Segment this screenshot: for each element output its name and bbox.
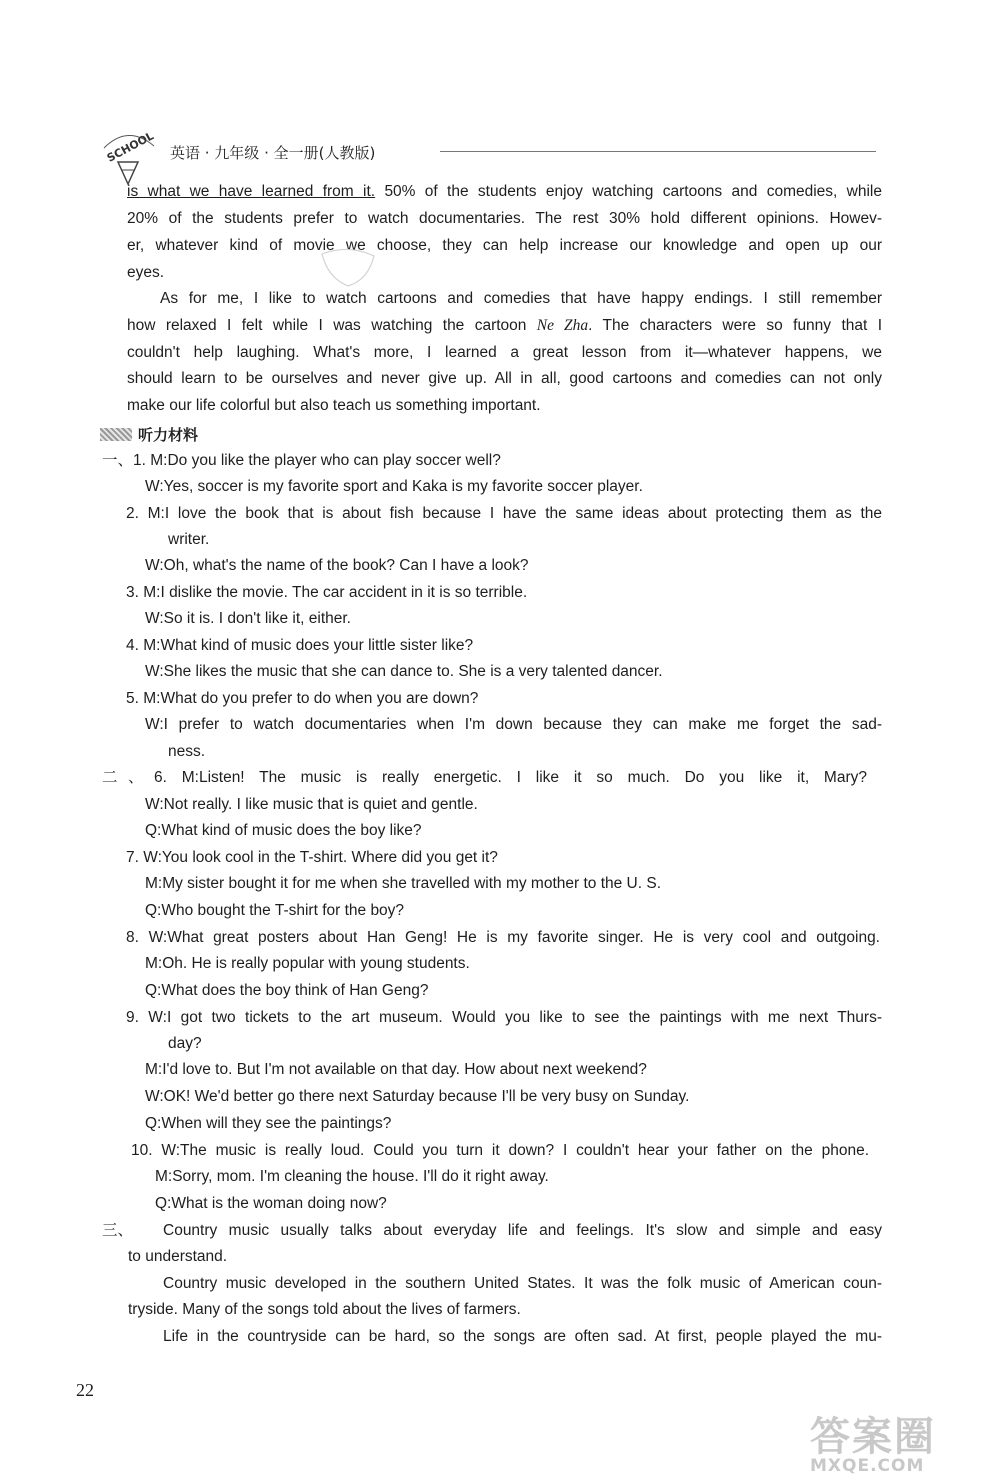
transcript-line: W:OK! We'd better go there next Saturday because I'll be very busy on Sunday. (145, 1088, 690, 1105)
header-rule (440, 151, 876, 152)
transcript-line: 5. M:What do you prefer to do when you are down? (126, 690, 479, 707)
watermark (810, 1405, 985, 1476)
section-marker-icon (100, 428, 132, 441)
section-heading-text: 听力材料 (138, 426, 199, 444)
transcript-line: W:She likes the music that she can dance to. She is a very talented dancer. (145, 663, 663, 680)
essay-text: . The characters were so funny that I (588, 317, 882, 334)
transcript-line: 7. W:You look cool in the T-shirt. Where did you get it? (126, 849, 498, 866)
transcript-line: Country music developed in the southern United States. It was the folk music of American coun- (163, 1275, 882, 1292)
transcript-line: 4. M:What kind of music does your little sister like? (126, 637, 474, 654)
transcript-line: 10. W:The music is really loud. Could you turn it down? I couldn't hear your father on the phone. (131, 1142, 869, 1159)
transcript-line: Q:What is the woman doing now? (155, 1195, 387, 1212)
transcript-line: Life in the countryside can be hard, so the songs are often sad. At first, people played the mu- (163, 1328, 882, 1345)
transcript-line: 8. W:What great posters about Han Geng! He is my favorite singer. He is very cool and outgoing. (126, 929, 880, 946)
watermark-main-text: 答案圈 (810, 1414, 936, 1460)
transcript-line: 一、1. M:Do you like the player who can play soccer well? (102, 452, 501, 469)
transcript-line: day? (168, 1035, 202, 1052)
transcript-line: M:Oh. He is really popular with young students. (145, 955, 470, 972)
transcript-line: to understand. (128, 1248, 228, 1265)
transcript-line: writer. (168, 531, 210, 548)
transcript-line: ness. (168, 743, 206, 760)
transcript-line: Q:When will they see the paintings? (145, 1115, 392, 1132)
essay-text: how relaxed I felt while I was watching the cartoon (127, 317, 537, 334)
transcript-line: 9. W:I got two tickets to the art museum. Would you like to see the paintings with me next Thurs- (126, 1009, 882, 1026)
watermark-url: MXQE.COM (810, 1456, 925, 1476)
essay-line: er, whatever kind of movie we choose, they can help increase our knowledge and open up our (127, 237, 882, 254)
underlined-phrase: is what we have learned from it. (127, 183, 376, 200)
transcript-line: W:I prefer to watch documentaries when I'm down because they can make me forget the sad- (145, 716, 882, 733)
transcript-line: tryside. Many of the songs told about the lives of farmers. (128, 1301, 521, 1318)
section-heading (100, 424, 198, 445)
essay-line: make our life colorful but also teach us something important. (127, 397, 541, 414)
essay-line: 20% of the students prefer to watch documentaries. The rest 30% hold different opinions. Howev- (127, 210, 882, 227)
part-label: 三、 (102, 1222, 134, 1239)
cartoon-title: Ne Zha (536, 317, 589, 334)
transcript-line: M:I'd love to. But I'm not available on that day. How about next weekend? (145, 1061, 647, 1078)
essay-line: should learn to be ourselves and never give up. All in all, good cartoons and comedies can not only (127, 370, 882, 387)
transcript-line: 2. M:I love the book that is about fish because I have the same ideas about protecting them as the (126, 505, 882, 522)
transcript-line: Q:What kind of music does the boy like? (145, 822, 422, 839)
essay-line (127, 316, 882, 336)
transcript-line: Q:Who bought the T-shirt for the boy? (145, 902, 405, 919)
essay-line: couldn't help laughing. What's more, I learned a great lesson from it—whatever happens, we (127, 344, 882, 361)
transcript-line: W:Not really. I like music that is quiet and gentle. (145, 796, 478, 813)
essay-line: eyes. (127, 264, 165, 281)
logo-text: SCHOOL (104, 129, 156, 165)
header-title: 英语 · 九年级 · 全一册(人教版) (170, 144, 376, 162)
transcript-line: W:So it is. I don't like it, either. (145, 610, 351, 627)
essay-line (127, 182, 882, 202)
transcript-line: M:Sorry, mom. I'm cleaning the house. I'll do it right away. (155, 1168, 549, 1185)
essay-text: 50% of the students enjoy watching cartoons and comedies, while (375, 183, 882, 200)
transcript-line: W:Oh, what's the name of the book? Can I have a look? (145, 557, 529, 574)
page-number: 22 (76, 1380, 94, 1400)
transcript-line: M:My sister bought it for me when she travelled with my mother to the U. S. (145, 875, 662, 892)
faint-stamp-icon (318, 246, 378, 288)
transcript-line: Country music usually talks about everyday life and feelings. It's slow and simple and easy (163, 1222, 882, 1239)
transcript-line: W:Yes, soccer is my favorite sport and Kaka is my favorite soccer player. (145, 478, 643, 495)
essay-line: As for me, I like to watch cartoons and comedies that have happy endings. I still remember (160, 290, 882, 307)
transcript-line: Q:What does the boy think of Han Geng? (145, 982, 429, 999)
transcript-line: 二、6. M:Listen! The music is really energetic. I like it so much. Do you like it, Mary? (102, 769, 867, 786)
transcript-line: 3. M:I dislike the movie. The car accident in it is so terrible. (126, 584, 528, 601)
